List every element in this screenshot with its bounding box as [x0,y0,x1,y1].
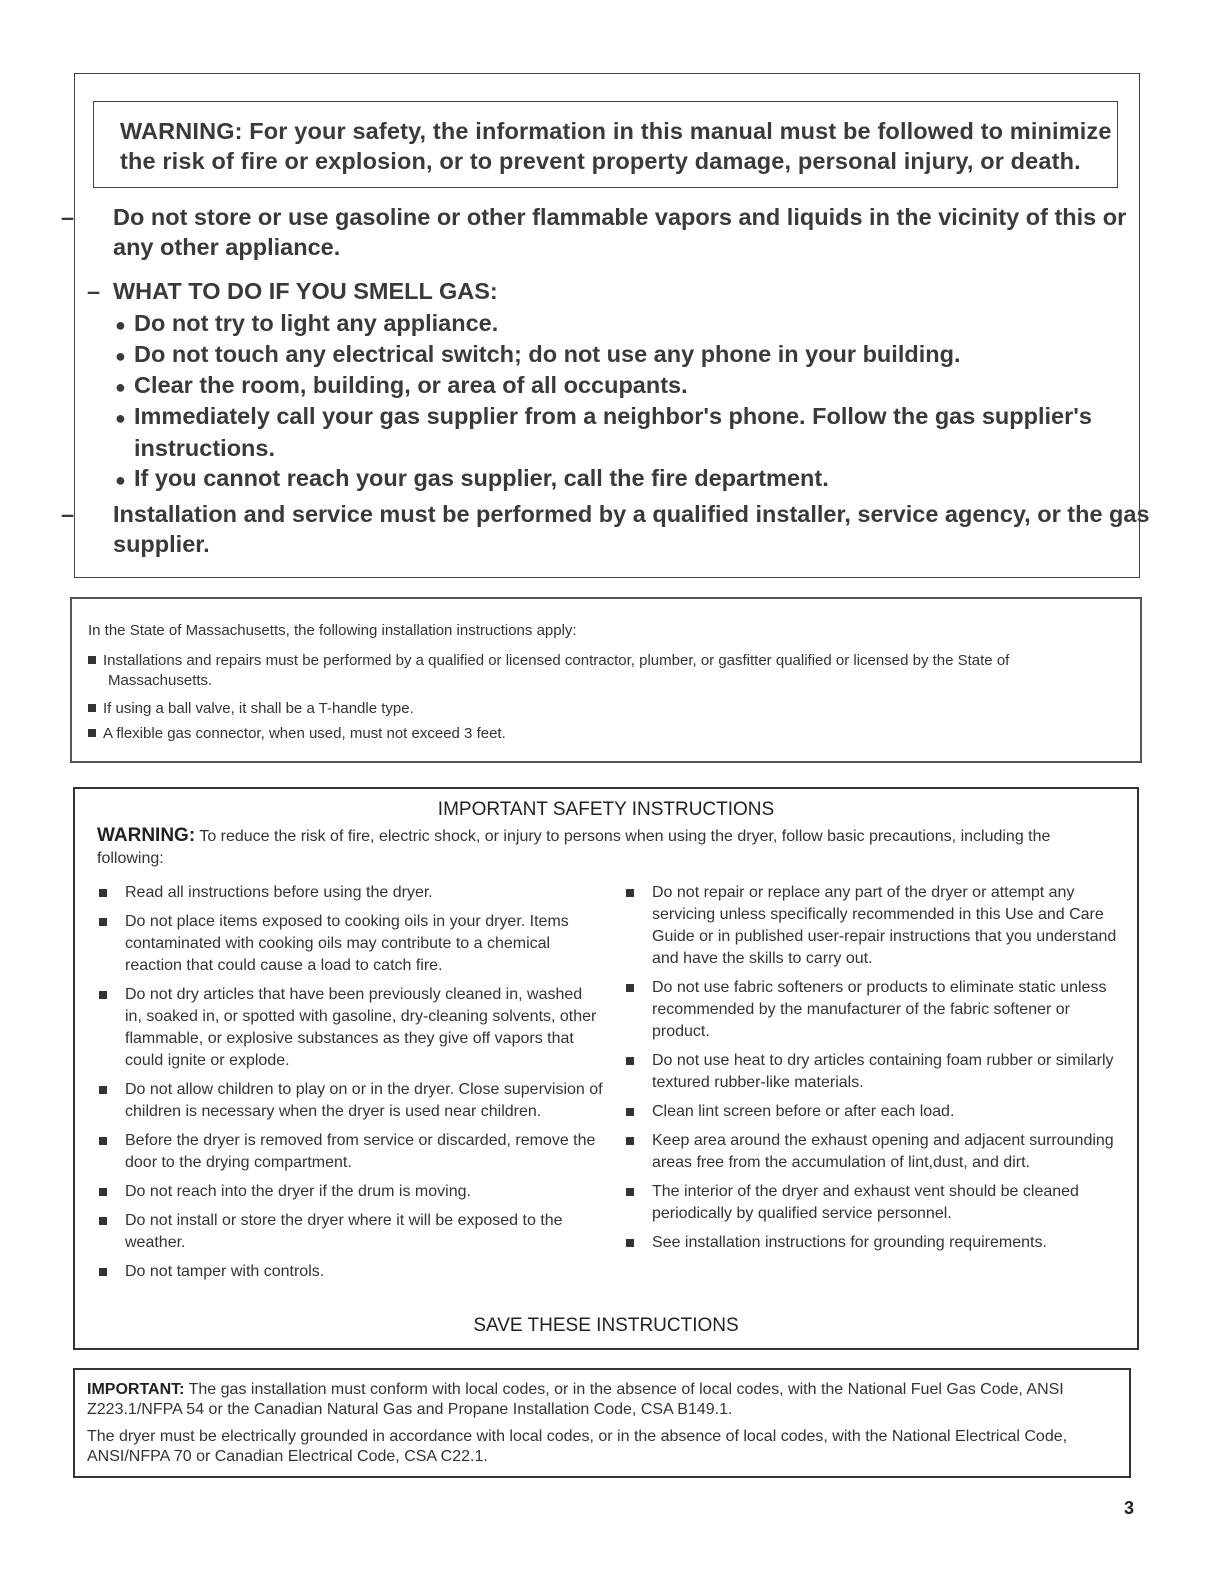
safety-item: Do not use fabric softeners or products to eliminate static unless recommended by the manufacturer of the fabric softener or product. [620,977,1125,1043]
safety-item: Do not install or store the dryer where it will be exposed to the weather. [93,1210,603,1254]
warning-item-installation: – Installation and service must be performed by a qualified installer, service agency, or the gas supplier. [61,501,1150,557]
bullet-square-icon [99,1188,107,1196]
massachusetts-item: If using a ball valve, it shall be a T-handle type. [88,699,1110,719]
warning-headline-line-2: the risk of fire or explosion, or to prevent property damage, personal injury, or death. [120,148,1081,174]
massachusetts-intro: In the State of Massachusetts, the following installation instructions apply: [88,622,577,639]
bullet-square-icon [99,1137,107,1145]
safety-item: Do not allow children to play on or in the dryer. Close supervision of children is necessary when the dryer is used near children. [93,1079,603,1123]
safety-right-column [620,882,1125,1261]
save-instructions-footer: SAVE THESE INSTRUCTIONS [473,1315,739,1336]
important-paragraph-1: IMPORTANT: The gas installation must conform with local codes, or in the absence of local codes, with the National Fuel Gas Code, ANSI Z223.1/NFPA 54 or the Canadian Natural Gas and Propane Installation Code, CSA B149.1. [87,1381,1064,1418]
smell-gas-item: ● Do not touch any electrical switch; do not use any phone in your building. [115,341,961,367]
gas-warning-box [61,73,1150,578]
safety-item: Do not tamper with controls. [93,1261,603,1283]
important-paragraph-2: The dryer must be electrically grounded in accordance with local codes, or in the absence of local codes, with the National Electrical Code, ANSI/NFPA 70 or Canadian Electrical Code, CSA C22.1. [87,1428,1068,1465]
smell-gas-item: ● Clear the room, building, or area of all occupants. [115,372,688,398]
smell-gas-item: ● If you cannot reach your gas supplier, call the fire department. [115,465,829,491]
safety-item: See installation instructions for grounding requirements. [620,1232,1125,1254]
bullet-square-icon [626,984,634,992]
safety-item: Do not use heat to dry articles containing foam rubber or similarly textured rubber-like materials. [620,1050,1125,1094]
safety-item: Clean lint screen before or after each load. [620,1101,1125,1123]
safety-left-column [93,882,603,1290]
safety-item: Before the dryer is removed from service or discarded, remove the door to the drying compartment. [93,1130,603,1174]
bullet-square-icon [99,889,107,897]
safety-item: Do not place items exposed to cooking oils in your dryer. Items contaminated with cooking oils may contribute to a chemical reaction that could cause a load to catch fire. [93,911,603,977]
important-label: IMPORTANT: [87,1381,185,1398]
safety-item: Do not dry articles that have been previously cleaned in, washed in, soaked in, or spotted with gasoline, dry-cleaning solvents, other flammable, or explosive substances as they give off vapors that could ignite or explode. [93,984,603,1072]
safety-item: Do not repair or replace any part of the dryer or attempt any servicing unless specifically recommended in this Use and Care Guide or in published user-repair instructions that you understand and have the skills to carry out. [620,882,1125,970]
safety-item: Keep area around the exhaust opening and adjacent surrounding areas free from the accumulation of lint,dust, and dirt. [620,1130,1125,1174]
bullet-square-icon [626,1108,634,1116]
safety-title: IMPORTANT SAFETY INSTRUCTIONS [437,799,775,820]
bullet-square-icon [626,1137,634,1145]
smell-gas-item: ● Immediately call your gas supplier from a neighbor's phone. Follow the gas supplier's instructions. [115,403,1092,461]
bullet-square-icon [626,889,634,897]
important-box [73,1368,1131,1478]
safety-intro: WARNING: To reduce the risk of fire, electric shock, or injury to persons when using the dryer, follow basic precautions, including the following: [97,825,1051,867]
warning-item-flammables: – Do not store or use gasoline or other flammable vapors and liquids in the vicinity of this or any other appliance. [61,204,1127,260]
massachusetts-item: A flexible gas connector, when used, must not exceed 3 feet. [88,724,1110,744]
bullet-square-icon [626,1188,634,1196]
bullet-square-icon [99,991,107,999]
bullet-square-icon [88,704,96,712]
warning-headline-box [93,101,1118,188]
warning-headline-line-1: WARNING: For your safety, the information in this manual must be followed to minimize [120,118,1112,144]
bullet-square-icon [88,656,96,664]
bullet-square-icon [626,1239,634,1247]
safety-warning-label: WARNING: [97,825,196,846]
safety-item: Read all instructions before using the dryer. [93,882,603,904]
safety-item: Do not reach into the dryer if the drum is moving. [93,1181,603,1203]
page-number: 3 [1124,1498,1135,1518]
bullet-square-icon [99,1086,107,1094]
massachusetts-item: Installations and repairs must be performed by a qualified or licensed contractor, plumber, or gasfitter qualified or licensed by the State of Massachusetts. [88,651,1110,691]
bullet-square-icon [99,1217,107,1225]
bullet-square-icon [99,918,107,926]
safety-item: The interior of the dryer and exhaust vent should be cleaned periodically by qualified service personnel. [620,1181,1125,1225]
massachusetts-box [70,597,1142,763]
smell-gas-item: ● Do not try to light any appliance. [115,310,499,336]
bullet-square-icon [88,729,96,737]
smell-gas-heading: – WHAT TO DO IF YOU SMELL GAS: [87,278,498,304]
safety-instructions-box [73,787,1139,1350]
bullet-square-icon [99,1268,107,1276]
bullet-square-icon [626,1057,634,1065]
